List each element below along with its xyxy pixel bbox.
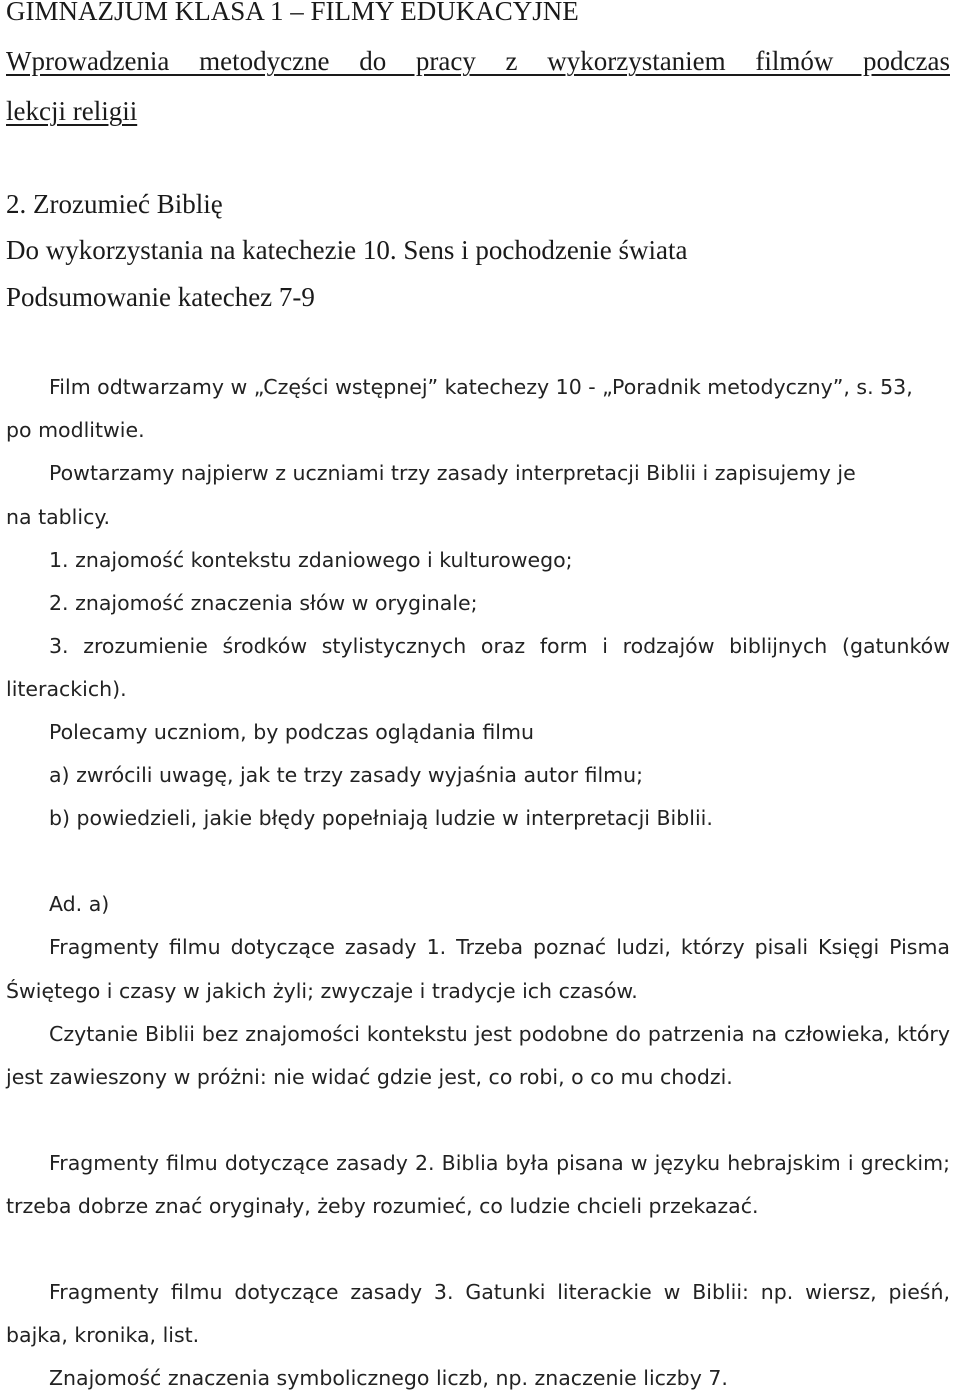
paragraph-2-line2: na tablicy. bbox=[6, 505, 111, 529]
fragment-2-line2: trzeba dobrze znać oryginały, żeby rozumieć, co ludzie chcieli przekazać. bbox=[6, 1194, 759, 1218]
symbolic-numbers-line: Znajomość znaczenia symbolicznego liczb, np. znaczenie liczby 7. bbox=[49, 1366, 728, 1390]
task-b: b) powiedzieli, jakie błędy popełniają ludzie w interpretacji Biblii. bbox=[49, 806, 713, 830]
rule-1: 1. znajomość kontekstu zdaniowego i kulturowego; bbox=[49, 548, 573, 572]
paragraph-1-line2: po modlitwie. bbox=[6, 418, 145, 442]
unit-summary: Podsumowanie katechez 7-9 bbox=[6, 282, 315, 312]
task-a: a) zwrócili uwagę, jak te trzy zasady wyjaśnia autor filmu; bbox=[49, 763, 644, 787]
document-subtitle-line2: lekcji religii bbox=[6, 96, 138, 126]
rule-3-line1: 3. zrozumienie środków stylistycznych oraz form i rodzajów biblijnych (gatunków bbox=[49, 634, 950, 658]
fragment-3-line2: bajka, kronika, list. bbox=[6, 1323, 200, 1347]
fragment-1-line1: Fragmenty filmu dotyczące zasady 1. Trzeba poznać ludzi, którzy pisali Księgi Pisma bbox=[49, 935, 950, 959]
paragraph-2-line1: Powtarzamy najpierw z uczniami trzy zasady interpretacji Biblii i zapisujemy je bbox=[49, 461, 856, 485]
context-line1: Czytanie Biblii bez znajomości kontekstu jest podobne do patrzenia na człowieka, który bbox=[49, 1022, 950, 1046]
fragment-1-line2: Świętego i czasy w jakich żyli; zwyczaje i tradycje ich czasów. bbox=[6, 979, 638, 1003]
document-title: GIMNAZJUM KLASA 1 – FILMY EDUKACYJNE bbox=[6, 0, 579, 26]
fragment-2-line1: Fragmenty filmu dotyczące zasady 2. Biblia była pisana w języku hebrajskim i greckim; bbox=[49, 1151, 950, 1175]
fragment-3-line1: Fragmenty filmu dotyczące zasady 3. Gatunki literackie w Biblii: np. wiersz, pieśń, bbox=[49, 1280, 950, 1304]
unit-usage: Do wykorzystania na katechezie 10. Sens i pochodzenie świata bbox=[6, 235, 688, 265]
rule-2: 2. znajomość znaczenia słów w oryginale; bbox=[49, 591, 478, 615]
recommendation: Polecamy uczniom, by podczas oglądania filmu bbox=[49, 720, 534, 744]
context-line2: jest zawieszony w próżni: nie widać gdzie jest, co robi, o co mu chodzi. bbox=[6, 1065, 733, 1089]
paragraph-1-line1: Film odtwarzamy w „Części wstępnej” katechezy 10 - „Poradnik metodyczny”, s. 53, bbox=[49, 375, 913, 399]
section-a-label: Ad. a) bbox=[49, 892, 110, 916]
unit-heading: 2. Zrozumieć Biblię bbox=[6, 189, 223, 219]
rule-3-line2: literackich). bbox=[6, 677, 127, 701]
document-subtitle-line1: Wprowadzenia metodyczne do pracy z wykorzystaniem filmów podczas bbox=[6, 46, 950, 76]
